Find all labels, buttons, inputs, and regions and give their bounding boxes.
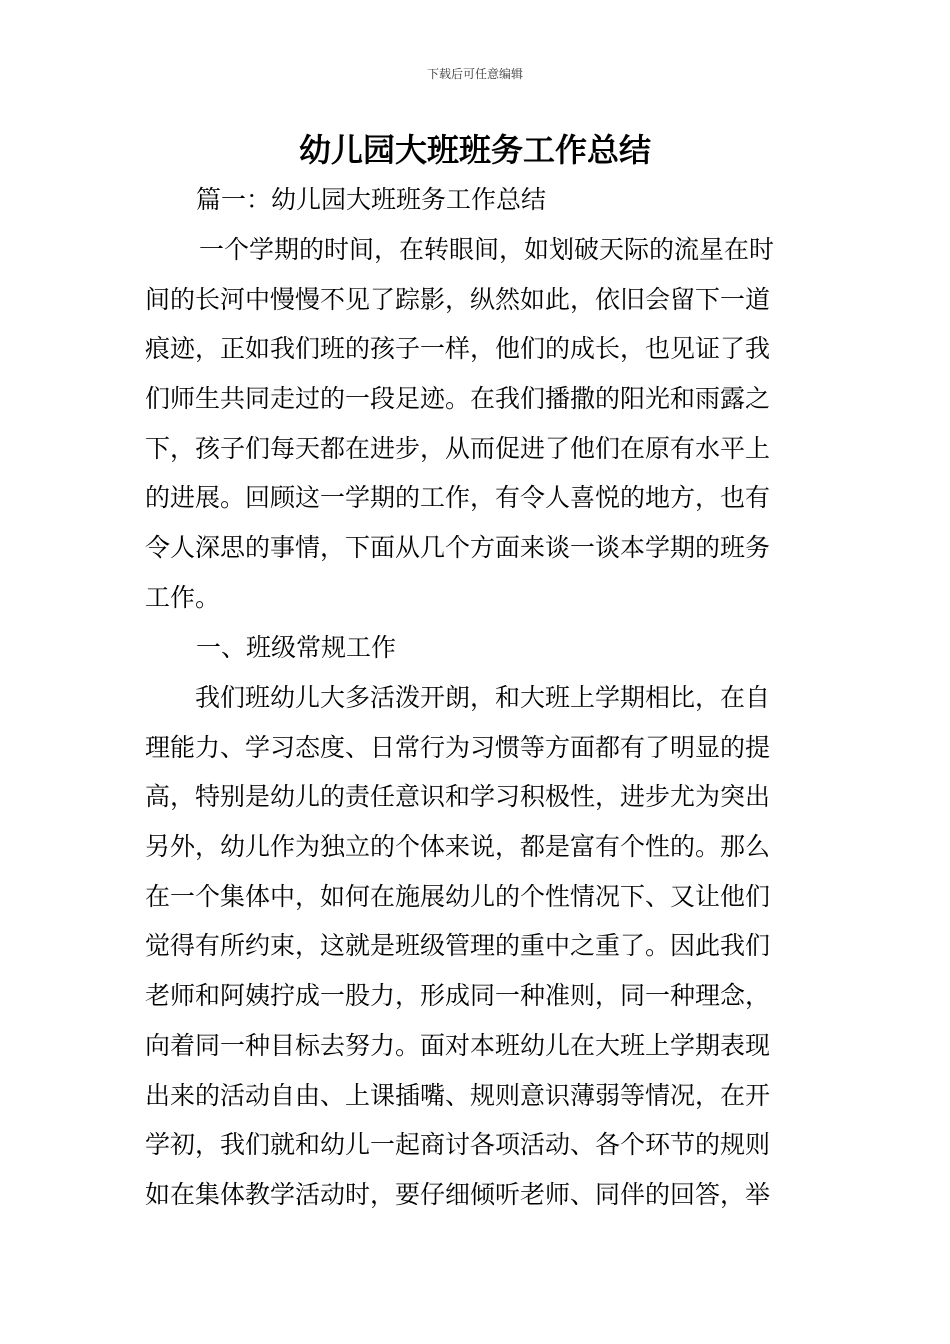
paragraph-line: 另外，幼儿作为独立的个体来说，都是富有个性的。那么	[145, 832, 771, 862]
paragraph-line: 间的长河中慢慢不见了踪影，纵然如此，依旧会留下一道	[145, 284, 771, 314]
paragraph-line: 工作。	[145, 582, 221, 612]
paragraph-line: 学初，我们就和幼儿一起商讨各项活动、各个环节的规则	[145, 1130, 771, 1160]
paragraph-line: 觉得有所约束，这就是班级管理的重中之重了。因此我们	[145, 931, 771, 961]
paragraph-line: 在一个集体中，如何在施展幼儿的个性情况下、又让他们	[145, 881, 771, 911]
paragraph-line: 向着同一种目标去努力。面对本班幼儿在大班上学期表现	[145, 1030, 771, 1060]
paragraph-line: 痕迹，正如我们班的孩子一样，他们的成长，也见证了我	[145, 334, 771, 364]
document-title: 幼儿园大班班务工作总结	[298, 131, 651, 169]
paragraph-line: 们师生共同走过的一段足迹。在我们播撒的阳光和雨露之	[145, 384, 771, 414]
paragraph-line: 我们班幼儿大多活泼开朗，和大班上学期相比，在自	[195, 683, 771, 712]
paragraph-line: 高，特别是幼儿的责任意识和学习积极性，进步尤为突出	[145, 782, 771, 812]
paragraph-intro	[145, 225, 810, 623]
paragraph-line: 如在集体教学活动时，要仔细倾听老师、同伴的回答，举	[145, 1179, 771, 1209]
paragraph-class-routine	[145, 673, 810, 1220]
paragraph-line: 老师和阿姨拧成一股力，形成同一种准则，同一种理念，	[145, 981, 771, 1011]
paragraph-line: 出来的活动自由、上课插嘴、规则意识薄弱等情况，在开	[145, 1080, 771, 1110]
paragraph-line: 一个学期的时间，在转眼间，如划破天际的流星在时	[199, 235, 775, 264]
paragraph-line: 令人深思的事情，下面从几个方面来谈一谈本学期的班务	[145, 533, 771, 563]
page-header-note: 下载后可任意编辑	[426, 67, 523, 81]
paragraph-line: 的进展。回顾这一学期的工作，有令人喜悦的地方，也有	[145, 483, 771, 513]
paragraph-line: 理能力、学习态度、日常行为习惯等方面都有了明显的提	[145, 732, 771, 762]
section-heading-class-routine: 一、班级常规工作	[196, 633, 397, 662]
paragraph-line: 下，孩子们每天都在进步，从而促进了他们在原有水平上	[145, 433, 771, 463]
document-subtitle: 篇一：幼儿园大班班务工作总结	[196, 185, 547, 214]
